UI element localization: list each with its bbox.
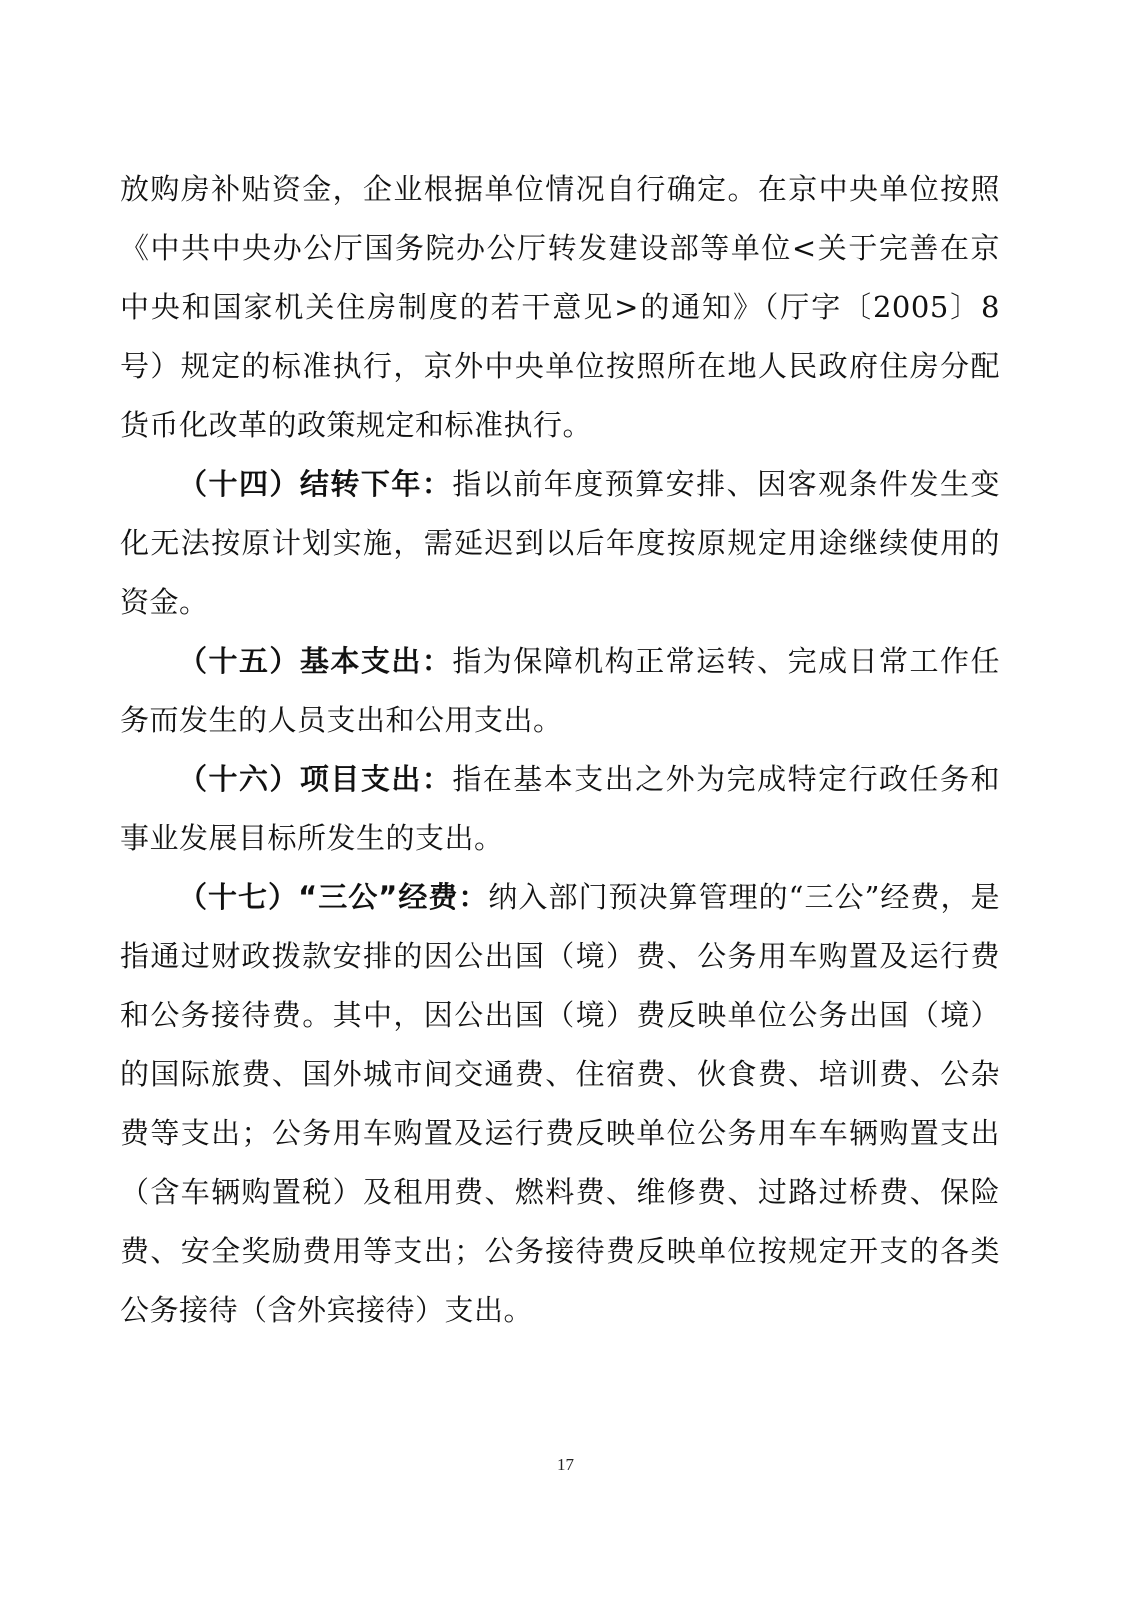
term-heading: （十六）项目支出： [178, 762, 453, 796]
paragraph-text: 放购房补贴资金，企业根据单位情况自行确定。在京中央单位按照《中共中央办公厅国务院办公厅转发建设部等单位<关于完善在京中央和国家机关住房制度的若干意见>的通知》（厅字〔2005〕8号）规定的标准执行，京外中央单位按照所在地人民政府住房分配货币化改革的政策规定和标准执行。 [120, 172, 1000, 442]
paragraph-carryover [120, 455, 1000, 632]
term-heading: （十五）基本支出： [178, 644, 453, 678]
paragraph-basic-expenditure [120, 632, 1000, 750]
page-number: 17 [557, 1455, 574, 1474]
paragraph-three-public-expenses [120, 868, 1000, 1340]
paragraph-text: 指为保障机构正常运转、完成日常工作任务而发生的人员支出和公用支出。 [120, 644, 1000, 737]
paragraph-text: 指在基本支出之外为完成特定行政任务和事业发展目标所发生的支出。 [120, 762, 1000, 855]
paragraph-text: 纳入部门预决算管理的“三公”经费，是指通过财政拨款安排的因公出国（境）费、公务用车购置及运行费和公务接待费。其中，因公出国（境）费反映单位公务出国（境）的国际旅费、国外城市间交通费、住宿费、伙食费、培训费、公杂费等支出；公务用车购置及运行费反映单位公务用车车辆购置支出（含车辆购置税）及租用费、燃料费、维修费、过路过桥费、保险费、安全奖励费用等支出；公务接待费反映单位按规定开支的各类公务接待（含外宾接待）支出。 [120, 880, 1000, 1327]
paragraph-continuation [120, 160, 1000, 455]
paragraph-text: 指以前年度预算安排、因客观条件发生变化无法按原计划实施，需延迟到以后年度按原规定用途继续使用的资金。 [120, 467, 1000, 619]
document-body [120, 160, 1000, 1340]
paragraph-project-expenditure [120, 750, 1000, 868]
term-heading: （十四）结转下年： [178, 467, 453, 501]
term-heading: （十七）“三公”经费： [178, 880, 489, 914]
